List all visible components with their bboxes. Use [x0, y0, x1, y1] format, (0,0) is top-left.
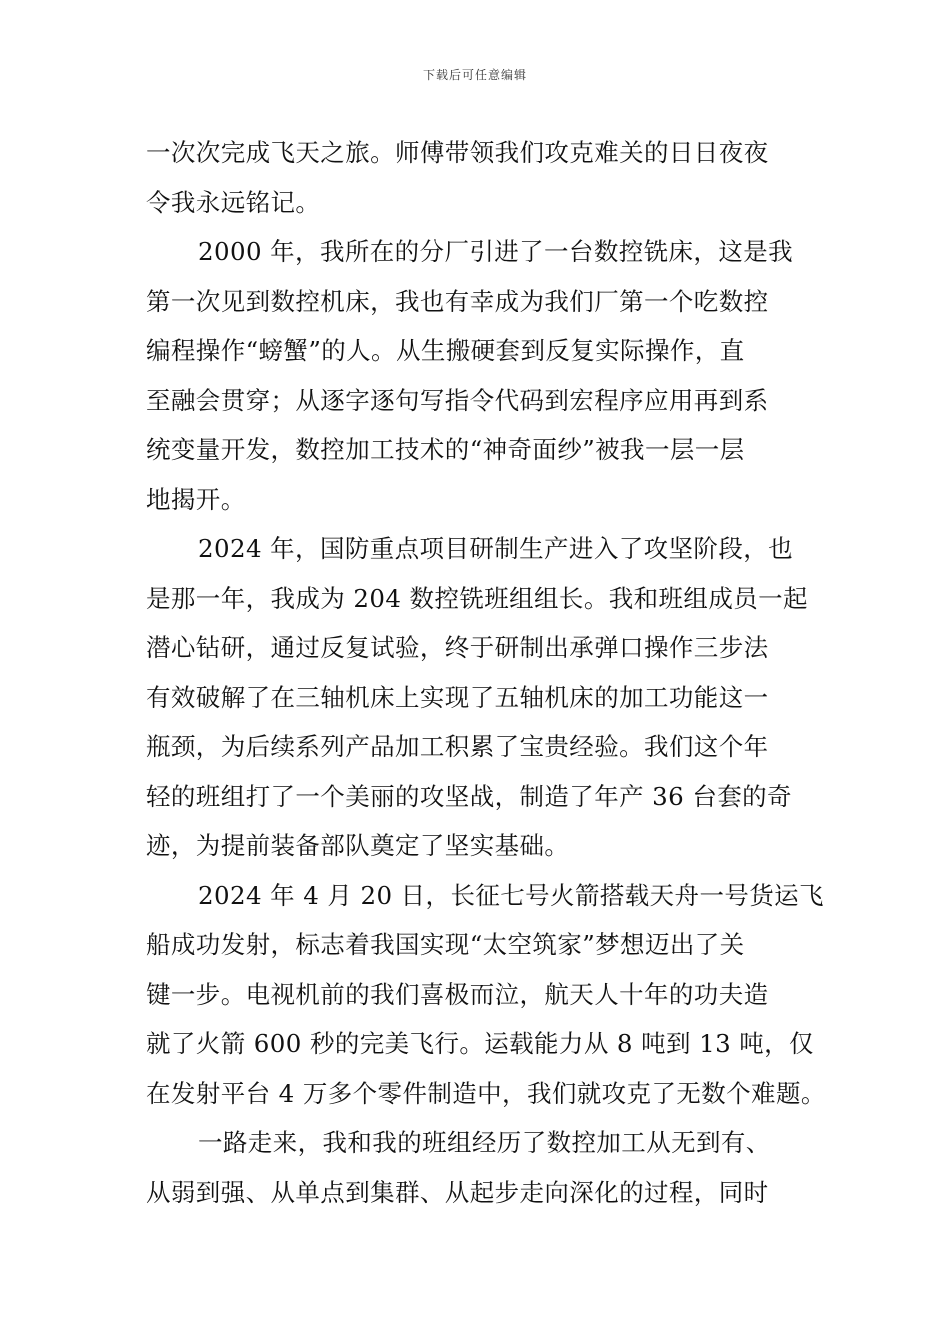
- text-line: 统变量开发，数控加工技术的“神奇面纱”被我一层一层: [146, 435, 745, 464]
- text-line: 一次次完成飞天之旅。师傅带领我们攻克难关的日日夜夜: [146, 138, 769, 167]
- text-line: 令我永远铭记。: [146, 187, 321, 217]
- text-line: 从弱到强、从单点到集群、从起步走向深化的过程，同时: [146, 1177, 769, 1207]
- text-line: 瓶颈，为后续系列产品加工积累了宝贵经验。我们这个年: [146, 732, 769, 761]
- document-body: [146, 128, 826, 1217]
- text-line: 2024 年，国防重点项目研制生产进入了攻坚阶段，也: [198, 534, 794, 563]
- text-line: 迹，为提前装备部队奠定了坚实基础。: [146, 831, 570, 860]
- text-line: 船成功发射，标志着我国实现“太空筑家”梦想迈出了关: [146, 930, 745, 959]
- text-line: 键一步。电视机前的我们喜极而泣，航天人十年的功夫造: [146, 979, 769, 1009]
- text-line: 在发射平台 4 万多个零件制造中，我们就攻克了无数个难题。: [146, 1078, 826, 1108]
- text-line: 是那一年，我成为 204 数控铣班组组长。我和班组成员一起: [146, 583, 808, 613]
- text-line: 2000 年，我所在的分厂引进了一台数控铣床，这是我: [198, 237, 794, 266]
- text-line: 轻的班组打了一个美丽的攻坚战，制造了年产 36 台套的奇: [146, 781, 792, 811]
- text-line: 编程操作“螃蟹”的人。从生搬硬套到反复实际操作，直: [146, 336, 745, 365]
- text-line: 2024 年 4 月 20 日，长征七号火箭搭载天舟一号货运飞: [198, 880, 824, 910]
- text-line: 第一次见到数控机床，我也有幸成为我们厂第一个吃数控: [146, 286, 769, 316]
- text-line: 至融会贯穿；从逐字逐句写指令代码到宏程序应用再到系: [146, 385, 769, 415]
- text-line: 潜心钻研，通过反复试验，终于研制出承弹口操作三步法: [146, 633, 769, 662]
- text-line: 就了火箭 600 秒的完美飞行。运载能力从 8 吨到 13 吨，仅: [146, 1029, 814, 1058]
- text-line: 地揭开。: [146, 484, 246, 514]
- text-line: 有效破解了在三轴机床上实现了五轴机床的加工功能这一: [146, 682, 769, 712]
- text-line: 一路走来，我和我的班组经历了数控加工从无到有、: [198, 1128, 771, 1157]
- page-header: 下载后可任意编辑: [422, 68, 527, 82]
